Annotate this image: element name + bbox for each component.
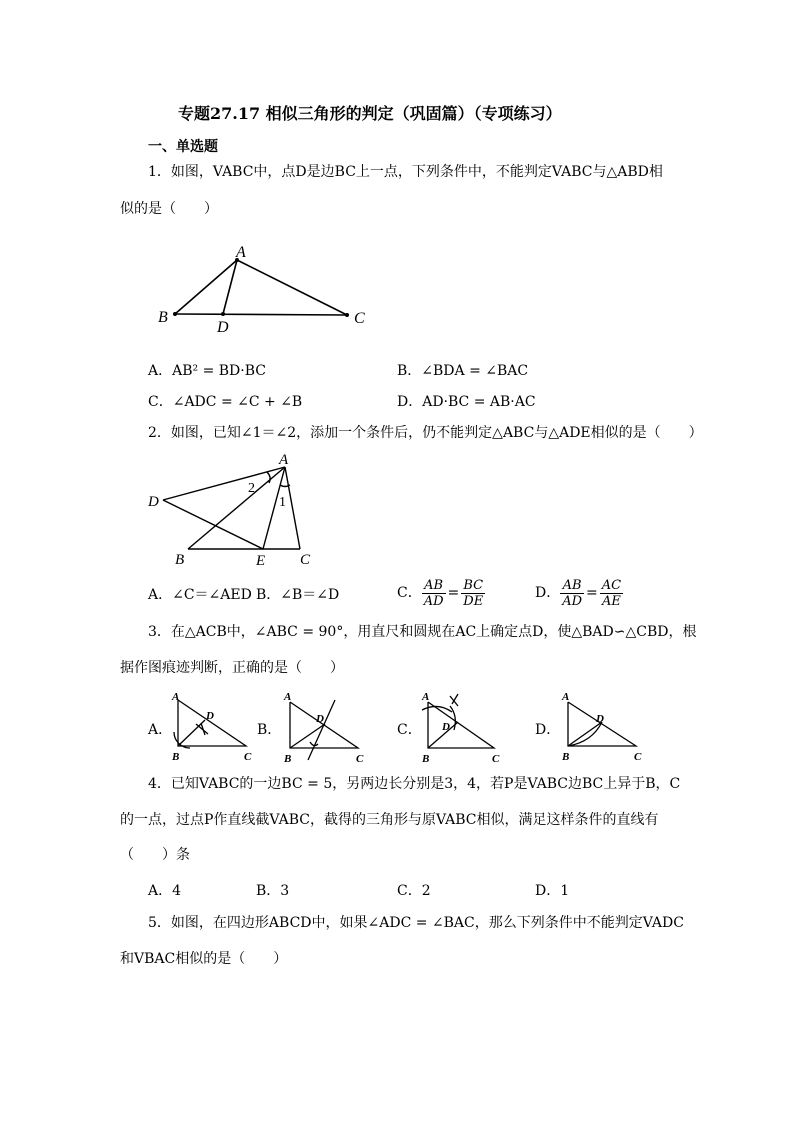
q1-line-ab xyxy=(175,260,237,314)
q2-option-c-frac1 xyxy=(422,578,446,609)
q4-option-a[interactable]: A．4 xyxy=(148,883,182,899)
q2-angle-arc-1 xyxy=(280,485,290,487)
q4-option-b[interactable]: B．3 xyxy=(256,883,290,899)
q2-label-c: C xyxy=(300,552,311,568)
q1-point-c xyxy=(345,313,349,317)
q1-label-c: C xyxy=(354,310,365,327)
q3-option-d[interactable]: D． xyxy=(535,722,561,738)
q2-option-c-den1: AD xyxy=(423,593,444,609)
q2-text-line1: 2．如图，已知∠1＝∠2，添加一个条件后，仍不能判定△ABC与△ADE相似的是（ ） xyxy=(148,425,703,441)
q3a-label-c: C xyxy=(244,751,252,763)
q2-option-d-frac1 xyxy=(560,578,584,609)
q3c-label-a: A xyxy=(422,691,430,703)
q5-text-line2: 和VBAC相似的是（ ） xyxy=(120,951,288,967)
q3b-label-b: B xyxy=(284,753,292,765)
q2-option-d-frac2 xyxy=(600,578,623,609)
q1-line-bc xyxy=(175,314,347,315)
q3d-label-c: C xyxy=(634,751,642,763)
q2-option-d-num2: AC xyxy=(601,577,622,593)
q3d-label-b: B xyxy=(562,751,570,763)
q1-line-ac xyxy=(237,260,347,315)
q3d-label-d: D xyxy=(596,713,604,725)
q5-text-line1: 5．如图，在四边形ABCD中，如果∠ADC = ∠BAC，那么下列条件中不能判定VADC xyxy=(148,915,684,931)
q2-label-e: E xyxy=(256,553,266,569)
q1-line-ad xyxy=(223,260,237,314)
q2-option-b[interactable]: B．∠B＝∠D xyxy=(256,587,340,603)
q3c-label-c: C xyxy=(492,753,500,765)
q1-option-d[interactable]: D．AD·BC = AB·AC xyxy=(397,394,536,410)
q1-option-a[interactable]: A．AB² = BD·BC xyxy=(148,363,266,379)
q3-figure-c xyxy=(418,690,508,765)
q3a-label-a: A xyxy=(172,691,180,703)
q3-figure-b xyxy=(280,690,370,765)
q1-point-d xyxy=(221,312,225,316)
q4-text-line2: 的一点，过点P作直线截VABC，截得的三角形与原VABC相似，满足这样条件的直线有 xyxy=(120,812,659,828)
q1-label-a: A xyxy=(236,244,246,261)
q3-option-a[interactable]: A． xyxy=(148,722,173,738)
q1-text-line2: 似的是（ ） xyxy=(120,201,218,217)
page-title: 专题27.17 相似三角形的判定（巩固篇）（专项练习） xyxy=(178,104,562,123)
q2-option-d-eq: = xyxy=(586,585,598,601)
q2-label-b: B xyxy=(175,552,185,568)
q3-text-line2: 据作图痕迹判断，正确的是（ ） xyxy=(120,660,344,676)
q2-label-2: 2 xyxy=(248,481,255,496)
q3b-label-a: A xyxy=(284,691,292,703)
q2-option-c-frac2 xyxy=(461,578,485,609)
q2-option-c-prefix: C． xyxy=(397,585,422,601)
q2-option-c[interactable] xyxy=(397,575,485,611)
q2-label-d: D xyxy=(148,494,159,510)
q2-label-a: A xyxy=(279,452,289,468)
q1-option-c[interactable]: C．∠ADC = ∠C + ∠B xyxy=(148,394,303,410)
q2-option-c-eq: = xyxy=(447,585,460,601)
q3a-label-b: B xyxy=(172,751,180,763)
q3b-label-d: D xyxy=(316,713,324,725)
q2-option-d-num1: AB xyxy=(560,578,584,594)
q2-line-ac xyxy=(285,467,300,549)
q2-line-de xyxy=(163,500,263,549)
q2-label-1: 1 xyxy=(279,495,286,510)
section-heading: 一、单选题 xyxy=(148,139,218,155)
q2-option-a[interactable]: A．∠C＝∠AED xyxy=(148,587,252,603)
q2-option-d-den1: AD xyxy=(562,593,583,609)
q2-line-ad xyxy=(163,467,285,500)
q1-text-line1: 1．如图，VABC中，点D是边BC上一点，下列条件中，不能判定VABC与△ABD相 xyxy=(148,164,663,180)
q3d-label-a: A xyxy=(562,691,570,703)
q1-label-d: D xyxy=(217,319,229,336)
q3a-label-d: D xyxy=(206,710,214,722)
q4-text-line1: 4．已知VABC的一边BC = 5，另两边长分别是3，4，若P是VABC边BC上异于B，C xyxy=(148,776,681,792)
q2-option-d-den2: AE xyxy=(602,593,621,609)
q4-option-c[interactable]: C．2 xyxy=(397,883,431,899)
q2-option-c-den2: DE xyxy=(463,593,484,609)
q2-figure xyxy=(145,452,325,567)
q2-option-c-num2: BC xyxy=(461,578,485,594)
q2-option-d-prefix: D． xyxy=(535,585,561,601)
q3c-label-d: D xyxy=(442,721,450,733)
q3-figure-a xyxy=(168,690,258,765)
q1-label-b: B xyxy=(158,309,168,326)
q2-option-c-num1: AB xyxy=(422,578,446,594)
q3c-label-b: B xyxy=(422,753,430,765)
q3-text-line1: 3．在△ACB中，∠ABC = 90°，用直尺和圆规在AC上确定点D，使△BAD∽△CBD，根 xyxy=(148,624,697,640)
q3-option-c[interactable]: C． xyxy=(397,722,422,738)
q3-figure-d xyxy=(558,690,648,765)
q1-figure xyxy=(150,240,380,335)
q2-option-d[interactable] xyxy=(535,575,623,611)
q4-text-line3: （ ）条 xyxy=(120,847,190,863)
q1-option-b[interactable]: B．∠BDA = ∠BAC xyxy=(397,363,529,379)
q3b-label-c: C xyxy=(356,753,364,765)
q1-point-b xyxy=(173,312,177,316)
q3-option-b[interactable]: B． xyxy=(257,722,282,738)
q4-option-d[interactable]: D．1 xyxy=(535,883,570,899)
